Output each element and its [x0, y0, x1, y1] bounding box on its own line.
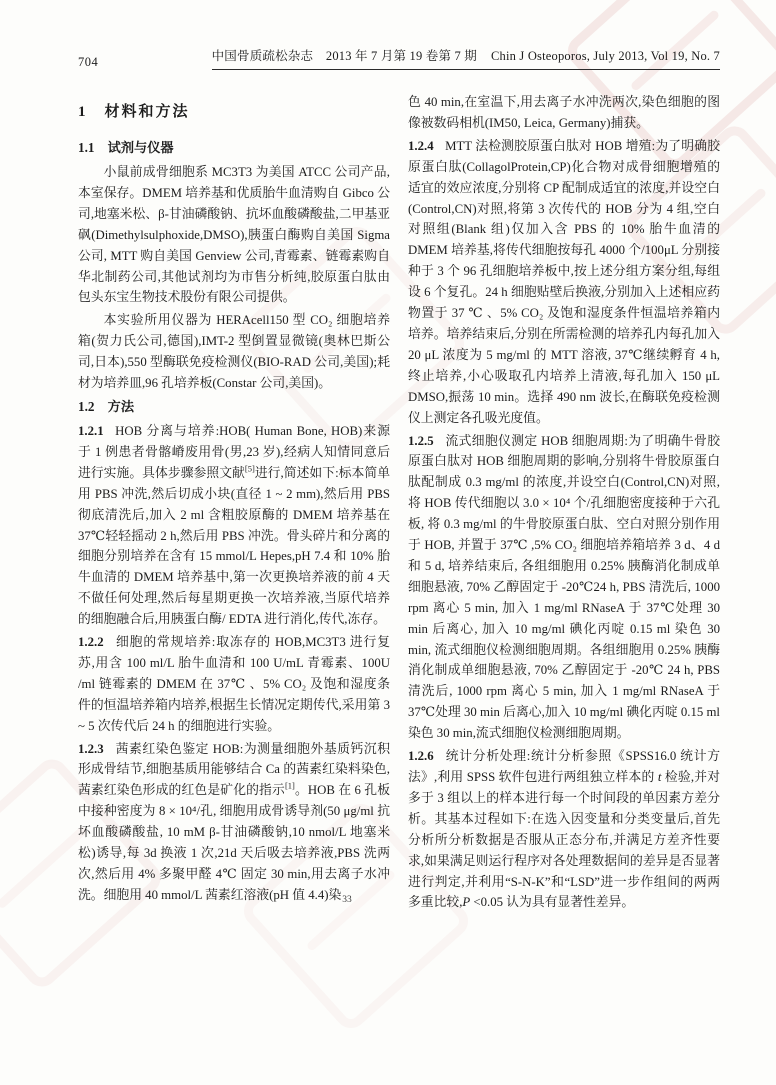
journal-title-chinese: 中国骨质疏松杂志 2013 年 7 月第 19 卷第 7 期	[211, 49, 477, 63]
paragraph-text: 进行,简述如下:标本简单用 PBS 冲洗,然后切成小块(直径 1 ~ 2 mm),然后用 PBS 彻底清洗后,加入 2 ml 含粗胶原酶的 DMEM 培养基在 37℃轻轻摇动 2 h,然后用 PBS 冲洗。骨头碎片和分离的细胞分别培养在含有 15 mmol/L Hepes,pH 7.4 和 10% 胎牛血清的 DMEM 培养基中,第一次更换培养液的前 4 天不做任何处理,然后每星期更换一次培养液,当原代培养的细胞融合后,用胰蛋白酶/ EDTA 进行消化,传代,冻存。	[78, 465, 390, 627]
proof-page-mark: 33	[342, 895, 352, 906]
paragraph-1-2-3-continued: 色 40 min,在室温下,用去离子水冲洗两次,染色细胞的图像被数码相机(IM50, Leica, Germany)捕获。	[408, 95, 720, 130]
paragraph-1-2-6	[408, 746, 720, 913]
paragraph-number: 1.2.1	[78, 423, 104, 438]
paragraph-number: 1.2.2	[78, 635, 104, 650]
paragraph-number: 1.2.4	[408, 138, 434, 153]
section-1-1-heading: 1.1 试剂与仪器	[78, 140, 174, 155]
paragraph-1-2-4	[408, 136, 720, 429]
paragraph-1-2-1	[78, 421, 390, 630]
reference-superscript: [5]	[244, 463, 255, 474]
paragraph-1-2-2	[78, 632, 390, 737]
paragraph-text: MTT 法检测胶原蛋白肽对 HOB 增殖:为了明确胶原蛋白肽(CollagolProtein,CP)化合物对成骨细胞增殖的适宜的效应浓度,分别将 CP 配制成适宜的浓度,并设空白(Control,CN)对照,将第 3 次传代的 HOB 分为 4 组,空白对照组(Blank 组)仅加入含 PBS 的 10% 胎牛血清的 DMEM 培养基,将传代细胞按每孔 4000 个/100μL 分别接种于 3 个 96 孔细胞培养板中,按上述分组方案分组,每组设 6 个复孔。24 h 细胞贴壁后换液,分别加入上述相应药物置于 37 ℃ 、5% CO₂ 及饱和湿度条件恒温培养箱内培养。培养结束后,分别在所需检测的培养孔内每孔加入 20 μL 浓度为 5 mg/ml 的 MTT 溶液, 37℃继续孵育 4 h, 终止培养,小心吸取孔内培养上清液,每孔加入 150 μL DMSO,振荡 10 min。选择 490 nm 波长,在酶联免疫检测仪上测定各孔吸光度值。	[408, 138, 720, 425]
paragraph-instruments: 本实验所用仪器为 HERAcell150 型 CO₂ 细胞培养箱(贺力氏公司,德国),IMT-2 型倒置显微镜(奥林巴斯公司,日本),550 型酶联免疫检测仪(BIO-RAD 公司,美国);耗材为培养皿,96 孔培养板(Constar 公司,美国)。	[78, 313, 390, 391]
paragraph-text: HOB 分离与培养:HOB( Human Bone, HOB)来源于 1 例患者骨髂嵴废用骨(男,23 岁),经病人知情同意后进行实施。具体步骤参照文献	[78, 423, 390, 480]
section-1-heading: 1 材料和方法	[78, 104, 190, 120]
paragraph-text: 流式细胞仪测定 HOB 细胞周期:为了明确牛骨胶原蛋白肽对 HOB 细胞周期的影响,分别将牛骨胶原蛋白肽配制成 0.3 mg/ml 的浓度,并设空白(Control,CN)对照,将 HOB 传代细胞以 3.0 × 10⁴ 个/孔细胞密度接种于六孔板, 将 0.3 mg/ml 的牛骨胶原蛋白肽、空白对照分别作用于 HOB, 并置于 37℃ ,5% CO₂ 细胞培养箱培养 3 d、4 d 和 5 d, 培养结束后, 各组细胞用 0.25% 胰酶消化制成单细胞悬液, 70% 乙醇固定于 -20℃24 h, PBS 清洗后, 1000 rpm 离心 5 min, 加入 1 mg/ml RNaseA 于 37℃处理 30 min 后离心, 加入 10 mg/ml 碘化丙啶 0.15 ml 染色 30 min, 流式细胞仪检测细胞周期。各组细胞用 0.25% 胰酶消化制成单细胞悬液, 70% 乙醇固定于 -20℃ 24 h, PBS 清洗后, 1000 rpm 离心 5 min, 加入 1 mg/ml RNaseA 于 37℃处理 30 min 后离心,加入 10 mg/ml 碘化丙啶 0.15 ml 染色 30 min,流式细胞仪检测细胞周期。	[408, 433, 720, 741]
paragraph-number: 1.2.3	[78, 741, 104, 756]
paragraph-text: 。HOB 在 6 孔板中接种密度为 8 × 10⁴/孔, 细胞用成骨诱导剂(50 μg/ml 抗坏血酸磷酸盐, 10 mM β-甘油磷酸钠,10 nmol/L 地塞米松)诱导,每 3d 换液 1 次,21d 天后吸去培养液,PBS 洗两次,然后用 4% 多聚甲醛 4℃ 固定 30 min,用去离子水冲洗。细胞用 40 mmol/L 茜素红溶液(pH 值 4.4)染	[78, 783, 390, 902]
paragraph-text: 统计分析处理:统计分析参照《SPSS16.0 统计方法》,利用 SPSS 软件包进行两组独立样本的	[408, 749, 720, 784]
running-head	[78, 46, 720, 70]
paragraph-1-2-5	[408, 431, 720, 745]
paragraph-reagents: 小鼠前成骨细胞系 MC3T3 为美国 ATCC 公司产品,本室保存。DMEM 培养基和优质胎牛血清购自 Gibco 公司,地塞米松、β-甘油磷酸钠、抗坏血酸磷酸盐,二甲基亚砜(Dimethylsulphoxide,DMSO),胰蛋白酶购自美国 Sigma 公司, MTT 购自美国 Genview 公司,青霉素、链霉素购自华北制药公司,其他试剂均为市售分析纯,胶原蛋白肽由包头东宝生物技术股份有限公司提供。	[78, 165, 390, 305]
paragraph-number: 1.2.6	[408, 749, 434, 764]
statistic-symbol-p: P	[462, 895, 471, 910]
journal-title-line	[212, 46, 720, 70]
left-column	[78, 92, 390, 1077]
article-body	[78, 92, 720, 1077]
statistic-symbol-t: t	[657, 770, 662, 784]
section-1-2-heading: 1.2 方法	[78, 398, 135, 414]
paragraph-text: 细胞的常规培养:取冻存的 HOB,MC3T3 进行复苏,用含 100 ml/L 胎牛血清和 100 U/mL 青霉素、100U /ml 链霉素的 DMEM 在 37℃ 、5% CO₂ 及饱和湿度条件的恒温培养箱内培养,根据生长情况定期传代,采用第 3 ~ 5 次传代后 24 h 的细胞进行实验。	[78, 635, 390, 733]
journal-title-english: Chin J Osteoporos, July 2013, Vol 19, No. 7	[491, 49, 720, 63]
paragraph-text: 检验,并对多于 3 组以上的样本进行每一个时间段的单因素方差分析。其基本过程如下:在选入因变量和分类变量后,首先分析所分析数据是否服从正态分布,并满足方差齐性要求,如果满足则运行程序对各处理数据间的差异是否显著进行判定,并利用“S-N-K”和“LSD”进一步作组间的两两多重比较,	[408, 770, 720, 910]
reference-superscript: [1]	[284, 781, 295, 792]
page-number: 704	[78, 55, 99, 69]
paragraph-text: 茜素红染色鉴定 HOB:为测量细胞外基质钙沉积形成骨结节,细胞基质用能够结合 Ca 的茜素红染料染色,茜素红染色形成的红色是矿化的指示	[78, 741, 390, 798]
paragraph-1-2-3	[78, 739, 390, 912]
paragraph-number: 1.2.5	[408, 433, 434, 448]
right-column	[408, 92, 720, 1077]
paragraph-text: <0.05 认为具有显著性差异。	[470, 895, 635, 910]
